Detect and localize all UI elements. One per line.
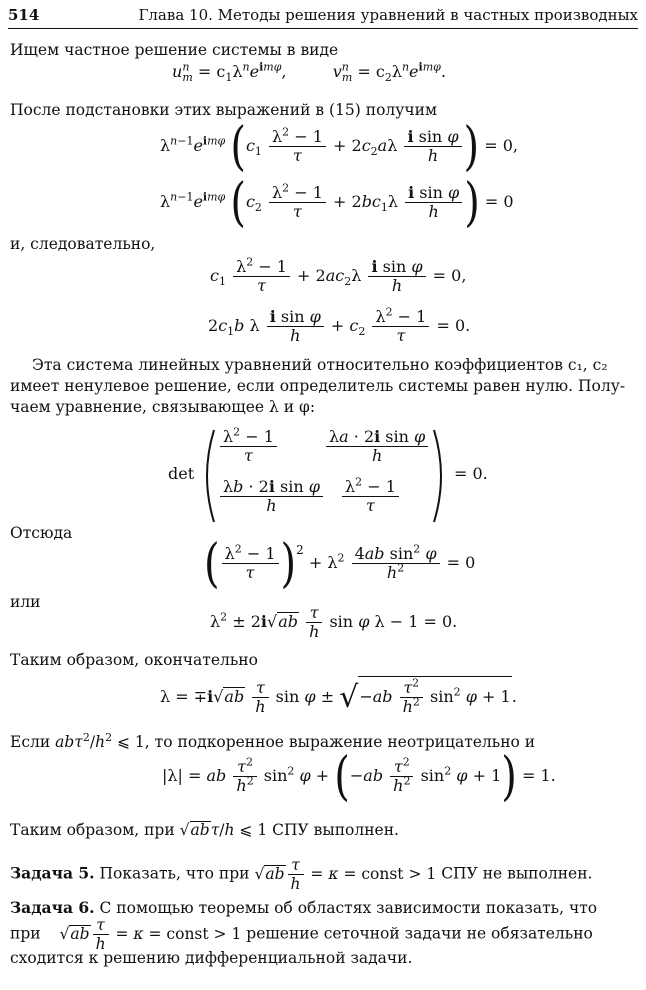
paragraph-9 xyxy=(10,820,399,840)
condition-2: √abτ/h ⩽ 1 xyxy=(179,821,268,839)
task-5-end: СПУ не выполнен. xyxy=(441,864,593,883)
paragraph-7: Таким образом, окончательно xyxy=(10,651,258,669)
condition-1: abτ xyxy=(55,733,83,751)
task-6-pri: при xyxy=(10,924,41,943)
paragraph-8: Если $ab\tau^2/h^2$ ⩽ 1, то подкоренное выражение неотрицательно и xyxy=(10,730,536,751)
equation-10: |λ| = ab $\frac{\tau^2}{h^2}$ $\sin^2 \varphi + (-ab$ $\frac{\tau^2}{h^2}$ $\sin^2 \varphi + 1) = 1$. xyxy=(162,746,556,807)
chapter-title: Глава 10. Методы решения уравнений в частных производных xyxy=(138,6,638,24)
condition-3: √ab $\frac{\tau}{h}$ = κ = const > 1 xyxy=(254,856,437,893)
task-5-text: Показать, что при xyxy=(99,864,250,883)
paragraph-8-end: , то подкоренное выражение неотрицательно и xyxy=(144,733,536,751)
page-number: 514 xyxy=(8,6,40,24)
paragraph-3: и, следовательно, xyxy=(10,235,156,253)
paragraph-4-line-1: Эта система линейных уравнений относительно коэффициентов c₁, c₂ xyxy=(32,356,608,374)
task-6-text-1: С помощью теоремы об областях зависимости показать, что xyxy=(99,899,598,917)
task-5 xyxy=(10,856,592,893)
paragraph-2: После подстановки этих выражений в (15) получим xyxy=(10,101,438,119)
right-paren-icon xyxy=(430,428,450,524)
task-6-text-2: решение сеточной задачи не обязательно xyxy=(246,924,593,943)
paragraph-4-line-3: чаем уравнение, связывающее λ и φ: xyxy=(10,398,316,416)
paragraph-5: Отсюда xyxy=(10,524,73,542)
paragraph-4-line-2: имеет ненулевое решение, если определитель системы равен нулю. Полу- xyxy=(10,377,626,395)
task-5-label: Задача 5. xyxy=(10,863,95,883)
equation-8: $\lambda^2 \pm 2i√ab$ $\frac{\tau}{h}$ sin φ λ − 1 = 0. xyxy=(210,603,458,641)
equation-3: $\lambda^{n-1}e^{im\varphi}$ ($c_2$ $\frac{\lambda^2 - 1}{\tau}$ + $2bc_1\lambda$ $\frac{\text{i sin φ}}{h}$ ) = 0 xyxy=(160,172,514,233)
equation-5: $2c_1b$ λ $\frac{\text{i sin φ}}{h}$ + $c_2$ $\frac{\lambda^2 - 1}{\tau}$ = 0. xyxy=(208,305,471,345)
equation-1: $u^n_m = c_1\lambda^ne^{im\varphi}$, $v^n_m = c_2\lambda^ne^{im\varphi}$. xyxy=(172,60,446,85)
paragraph-9-start: Таким образом, при xyxy=(10,821,175,839)
paragraph-9-end: СПУ выполнен. xyxy=(272,821,399,839)
paragraph-6: или xyxy=(10,593,41,611)
paragraph-1: Ищем частное решение системы в виде xyxy=(10,41,339,59)
task-6-line-1 xyxy=(10,898,597,918)
equation-4: $c_1$ $\frac{\lambda^2 - 1}{\tau}$ + $2ac_2\lambda$ $\frac{\text{i sin φ}}{h}$ = 0, xyxy=(210,255,467,295)
equation-9: λ = ∓i√ab $\frac{\tau}{h}$ sin φ ± √−ab $\frac{\tau^2}{h^2}$ $\sin^2 \varphi + 1$. xyxy=(160,676,517,716)
task-6-label: Задача 6. xyxy=(10,898,95,917)
left-paren-icon xyxy=(198,428,218,524)
page-header xyxy=(8,6,638,29)
condition-4: √ab $\frac{\tau}{h}$ = κ = const > 1 xyxy=(59,916,242,953)
paragraph-8-start: Если xyxy=(10,733,51,751)
equation-2: $\lambda^{n-1}e^{im\varphi}$ ($c_1$ $\frac{\lambda^2 - 1}{\tau}$ + $2c_2a\lambda$ $\frac{\text{i sin φ}}{h}$ ) = 0, xyxy=(160,116,518,177)
equation-7: ( $\frac{\lambda^2 - 1}{\tau}$ )$^2 + \lambda^2$ $\frac{4ab \sin^2 \varphi}{h^2}$ = 0 xyxy=(204,533,476,594)
equation-6-determinant: det $\frac{\lambda^2 - 1}{\tau}$ $\frac{\text{λa · 2i sin φ}}{h}$ $\frac{\text{λb · 2i sin φ}}{h}$ $\frac{\lambda^2 - 1}{\tau}$ = 0. xyxy=(168,428,498,524)
task-6-line-3: сходится к решению дифференциальной задачи. xyxy=(10,949,413,967)
